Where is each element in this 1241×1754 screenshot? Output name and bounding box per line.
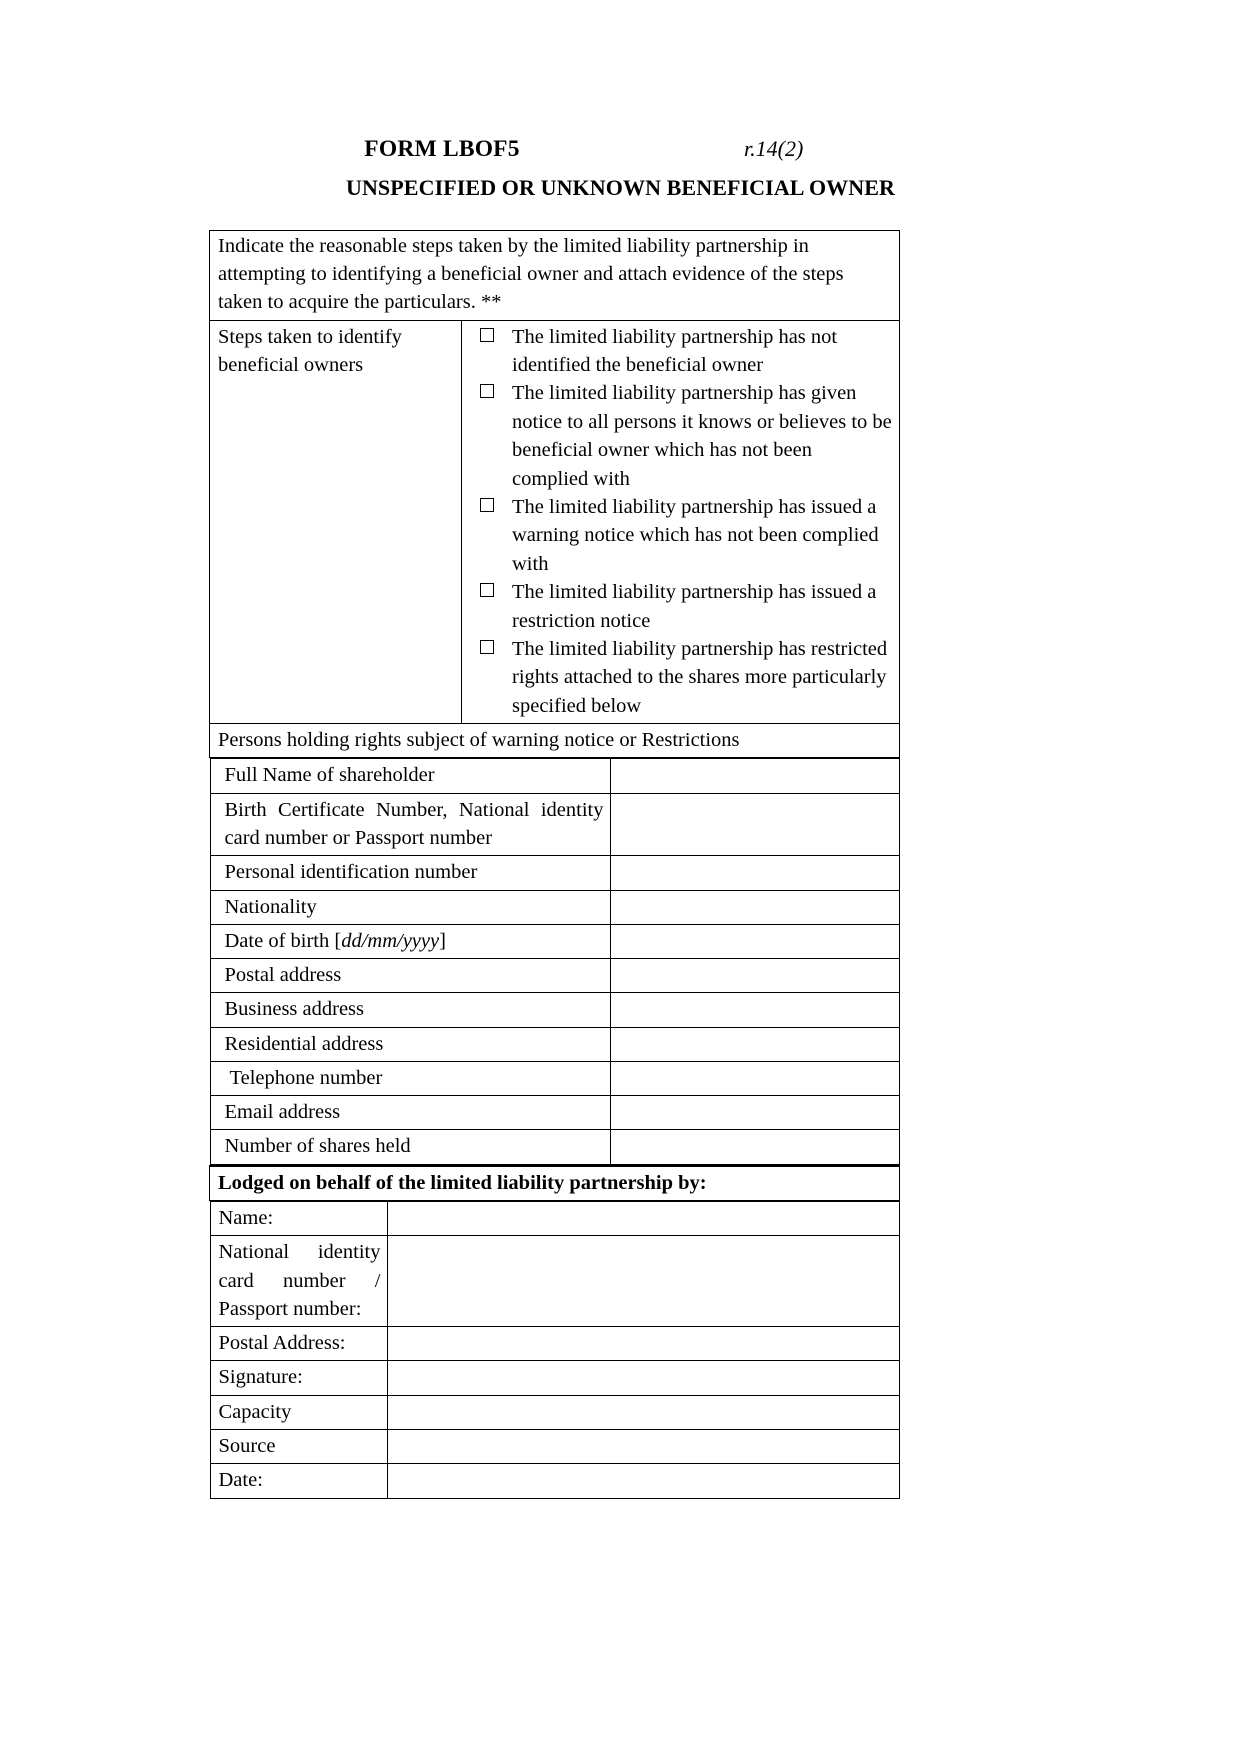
field-value-number-of-shares-held[interactable] (610, 1130, 899, 1164)
steps-option-label: The limited liability partnership has not identified the beneficial owner (512, 325, 838, 377)
checkbox-icon[interactable] (480, 328, 494, 342)
lodged-label-name: Name: (210, 1202, 387, 1236)
field-label-personal-identification-number: Personal identification number (210, 856, 610, 890)
steps-label-line-1: Steps taken to identify (218, 325, 402, 348)
field-label-nationality: Nationality (210, 890, 610, 924)
steps-option-label: The limited liability partnership has restricted rights attached to the shares more particularly specified below (512, 637, 888, 717)
persons-heading-row (210, 724, 900, 758)
form-table (209, 230, 900, 1499)
field-label-full-name: Full Name of shareholder (210, 759, 610, 793)
steps-option-3[interactable] (470, 493, 893, 578)
checkbox-icon[interactable] (480, 583, 494, 597)
table-row (210, 1130, 899, 1164)
field-value-business-address[interactable] (610, 993, 899, 1027)
intro-line-2: attempting to identifying a beneficial owner and attach evidence of the steps (218, 262, 844, 285)
intro-line-1: Indicate the reasonable steps taken by the limited liability partnership in (218, 235, 809, 257)
checkbox-icon[interactable] (480, 640, 494, 654)
field-value-personal-identification-number[interactable] (610, 856, 899, 890)
field-value-email-address[interactable] (610, 1096, 899, 1130)
field-value-postal-address[interactable] (610, 959, 899, 993)
table-row (210, 890, 899, 924)
steps-checkbox-list (470, 323, 893, 720)
field-label-birth-certificate-number: Birth Certificate Number, National identity card number or Passport number (210, 793, 610, 856)
checkbox-icon[interactable] (480, 384, 494, 398)
lodged-value-capacity[interactable] (387, 1395, 899, 1429)
lodged-value-national-identity-card-number[interactable] (387, 1236, 899, 1327)
steps-row (210, 320, 900, 723)
field-value-full-name[interactable] (610, 759, 899, 793)
field-value-nationality[interactable] (610, 890, 899, 924)
steps-option-5[interactable] (470, 635, 893, 720)
field-label-business-address: Business address (210, 993, 610, 1027)
intro-row (210, 231, 900, 321)
lodged-heading-row (210, 1166, 900, 1201)
field-value-telephone-number[interactable] (610, 1061, 899, 1095)
shareholder-particulars-table (210, 758, 900, 1164)
field-label-telephone-number: Telephone number (210, 1061, 610, 1095)
page-title: UNSPECIFIED OR UNKNOWN BENEFICIAL OWNER (345, 175, 896, 200)
regulation-reference: r.14(2) (744, 136, 804, 161)
table-row (210, 1236, 899, 1327)
table-row (210, 924, 899, 958)
lodged-label-signature: Signature: (210, 1361, 387, 1395)
lodged-label-capacity: Capacity (210, 1395, 387, 1429)
form-code: FORM LBOF5 (364, 136, 520, 162)
table-row (210, 1202, 899, 1236)
field-label-residential-address: Residential address (210, 1027, 610, 1061)
table-row (210, 793, 899, 856)
dob-prefix: Date of birth [ (224, 929, 342, 952)
lodged-value-source[interactable] (387, 1430, 899, 1464)
table-row (210, 1327, 899, 1361)
steps-option-label: The limited liability partnership has given notice to all persons it knows or believes to be beneficial owner which has not been complied with (512, 382, 892, 490)
field-label-postal-address: Postal address (210, 959, 610, 993)
steps-option-label: The limited liability partnership has issued a warning notice which has not been complied with (512, 495, 879, 575)
dob-suffix: ] (439, 929, 446, 952)
intro-line-3: taken to acquire the particulars. ** (218, 290, 502, 313)
steps-options-cell (462, 320, 900, 723)
intro-instruction (210, 231, 900, 321)
table-row (210, 1096, 899, 1130)
field-value-birth-certificate-number[interactable] (610, 793, 899, 856)
table-row (210, 1027, 899, 1061)
field-label-date-of-birth (210, 924, 610, 958)
lodged-value-postal-address[interactable] (387, 1327, 899, 1361)
steps-option-1[interactable] (470, 323, 893, 380)
table-row (210, 993, 899, 1027)
table-row (210, 759, 899, 793)
lodged-fields-row (210, 1201, 900, 1499)
lodged-label-postal-address: Postal Address: (210, 1327, 387, 1361)
persons-section-heading: Persons holding rights subject of warning notice or Restrictions (210, 724, 900, 758)
table-row (210, 856, 899, 890)
field-value-date-of-birth[interactable] (610, 924, 899, 958)
table-row (210, 959, 899, 993)
table-row (210, 1464, 899, 1498)
table-row (210, 1061, 899, 1095)
field-value-residential-address[interactable] (610, 1027, 899, 1061)
table-row (210, 1430, 899, 1464)
lodged-section-heading: Lodged on behalf of the limited liability partnership by: (210, 1166, 900, 1201)
checkbox-icon[interactable] (480, 498, 494, 512)
lodged-value-signature[interactable] (387, 1361, 899, 1395)
lodged-value-name[interactable] (387, 1202, 899, 1236)
steps-option-4[interactable] (470, 578, 893, 635)
lodged-label-source: Source (210, 1430, 387, 1464)
dob-format: dd/mm/yyyy (341, 929, 440, 952)
steps-label-line-2: beneficial owners (218, 353, 364, 376)
document-header (232, 136, 992, 163)
lodged-label-national-identity-card-number: National identity card number / Passport number: (210, 1236, 387, 1327)
field-label-number-of-shares-held: Number of shares held (210, 1130, 610, 1164)
steps-option-label: The limited liability partnership has issued a restriction notice (512, 581, 877, 632)
field-label-email-address: Email address (210, 1096, 610, 1130)
steps-label-cell (210, 320, 462, 723)
table-row (210, 1361, 899, 1395)
lodged-details-table (210, 1201, 900, 1499)
table-row (210, 1395, 899, 1429)
lodged-label-date: Date: (210, 1464, 387, 1498)
persons-fields-row (210, 758, 900, 1166)
lodged-value-date[interactable] (387, 1464, 899, 1498)
steps-option-2[interactable] (470, 379, 893, 493)
